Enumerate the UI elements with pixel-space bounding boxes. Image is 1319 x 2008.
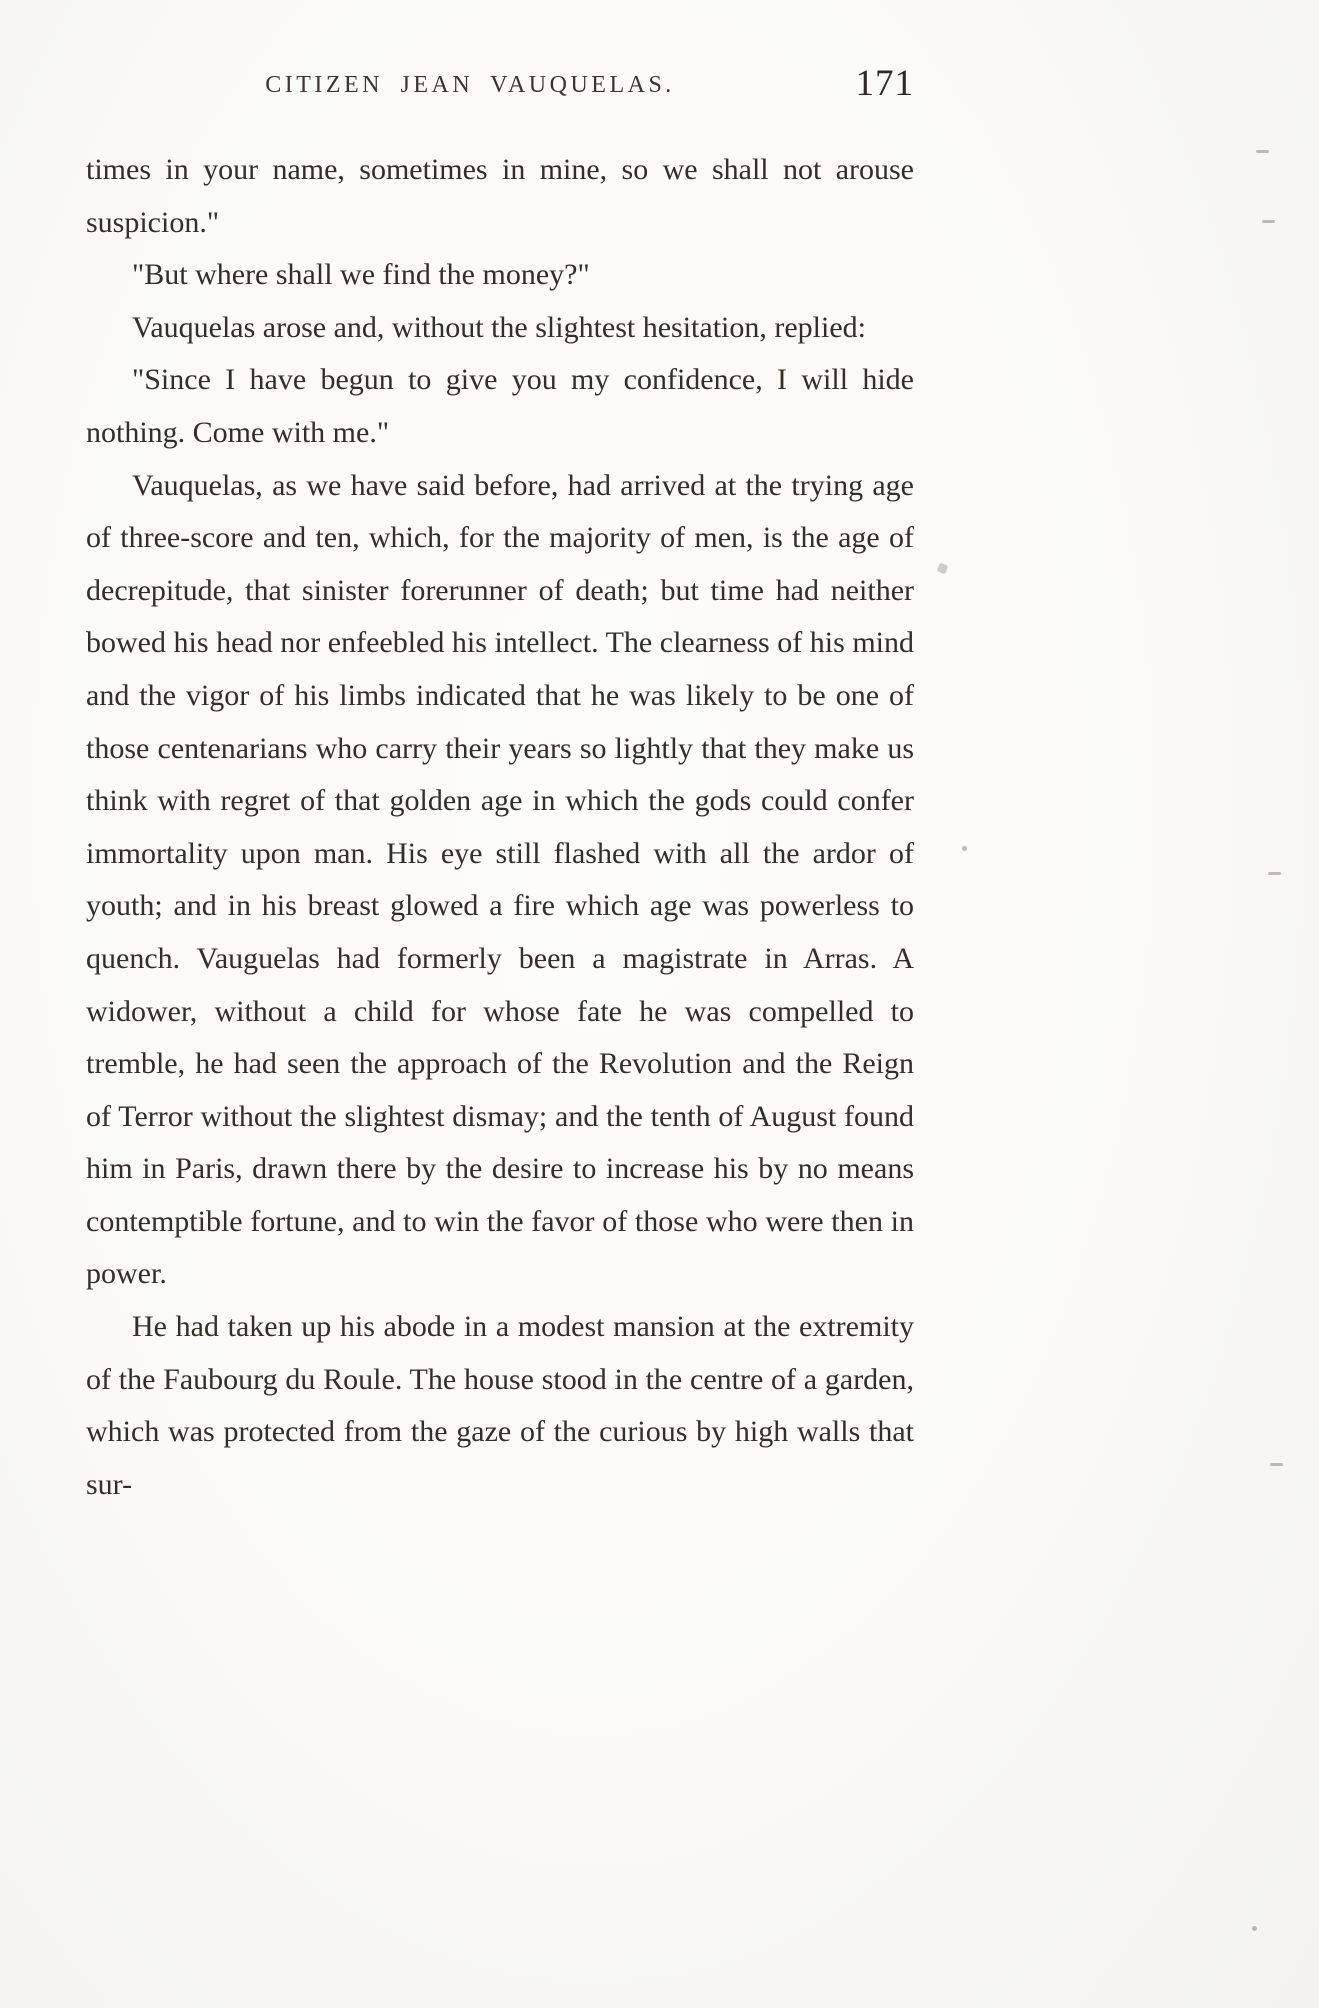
paragraph: "Since I have begun to give you my confidence, I will hide nothing. Come with me." (86, 363, 914, 449)
scan-speck (937, 563, 949, 575)
scan-speck (1256, 150, 1269, 153)
paragraph: Vauquelas arose and, without the slightest hesitation, replied: (132, 310, 867, 344)
running-header (86, 63, 914, 116)
scan-speck (1268, 872, 1281, 875)
scan-speck (1270, 1463, 1283, 1466)
page-number: 171 (855, 63, 914, 104)
page-body (86, 144, 914, 1511)
paragraph: He had taken up his abode in a modest mansion at the extremity of the Faubourg du Roule. The house stood in the centre of a garden, which was protected from the gaze of the curious by high walls that sur- (86, 1310, 914, 1501)
running-header-title: CITIZEN JEAN VAUQUELAS. (265, 72, 675, 98)
paragraph: "But where shall we find the money?" (132, 258, 590, 292)
scan-speck (962, 846, 967, 851)
scan-speck (1262, 220, 1275, 223)
text-column (86, 63, 914, 1511)
paragraph-continuation: times in your name, sometimes in mine, so we shall not arouse suspicion." (86, 153, 914, 239)
scan-speck (1252, 1926, 1257, 1931)
paragraph: Vauquelas, as we have said before, had arrived at the trying age of three-score and ten, which, for the majority of men, is the age of decrepitude, that sinister forerunner of death; but time had neither bowed his head nor enfeebled his intellect. The clearness of his mind and the vigor of his limbs indicated that he was likely to be one of those centenarians who carry their years so lightly that they make us think with regret of that golden age in which the gods could confer immortality upon man. His eye still flashed with all the ardor of youth; and in his breast glowed a fire which age was powerless to quench. Vauguelas had formerly been a magistrate in Arras. A widower, without a child for whose fate he was compelled to tremble, he had seen the approach of the Revolution and the Reign of Terror without the slightest dismay; and the tenth of August found him in Paris, drawn there by the desire to increase his by no means contemptible fortune, and to win the favor of those who were then in power. (86, 468, 914, 1291)
